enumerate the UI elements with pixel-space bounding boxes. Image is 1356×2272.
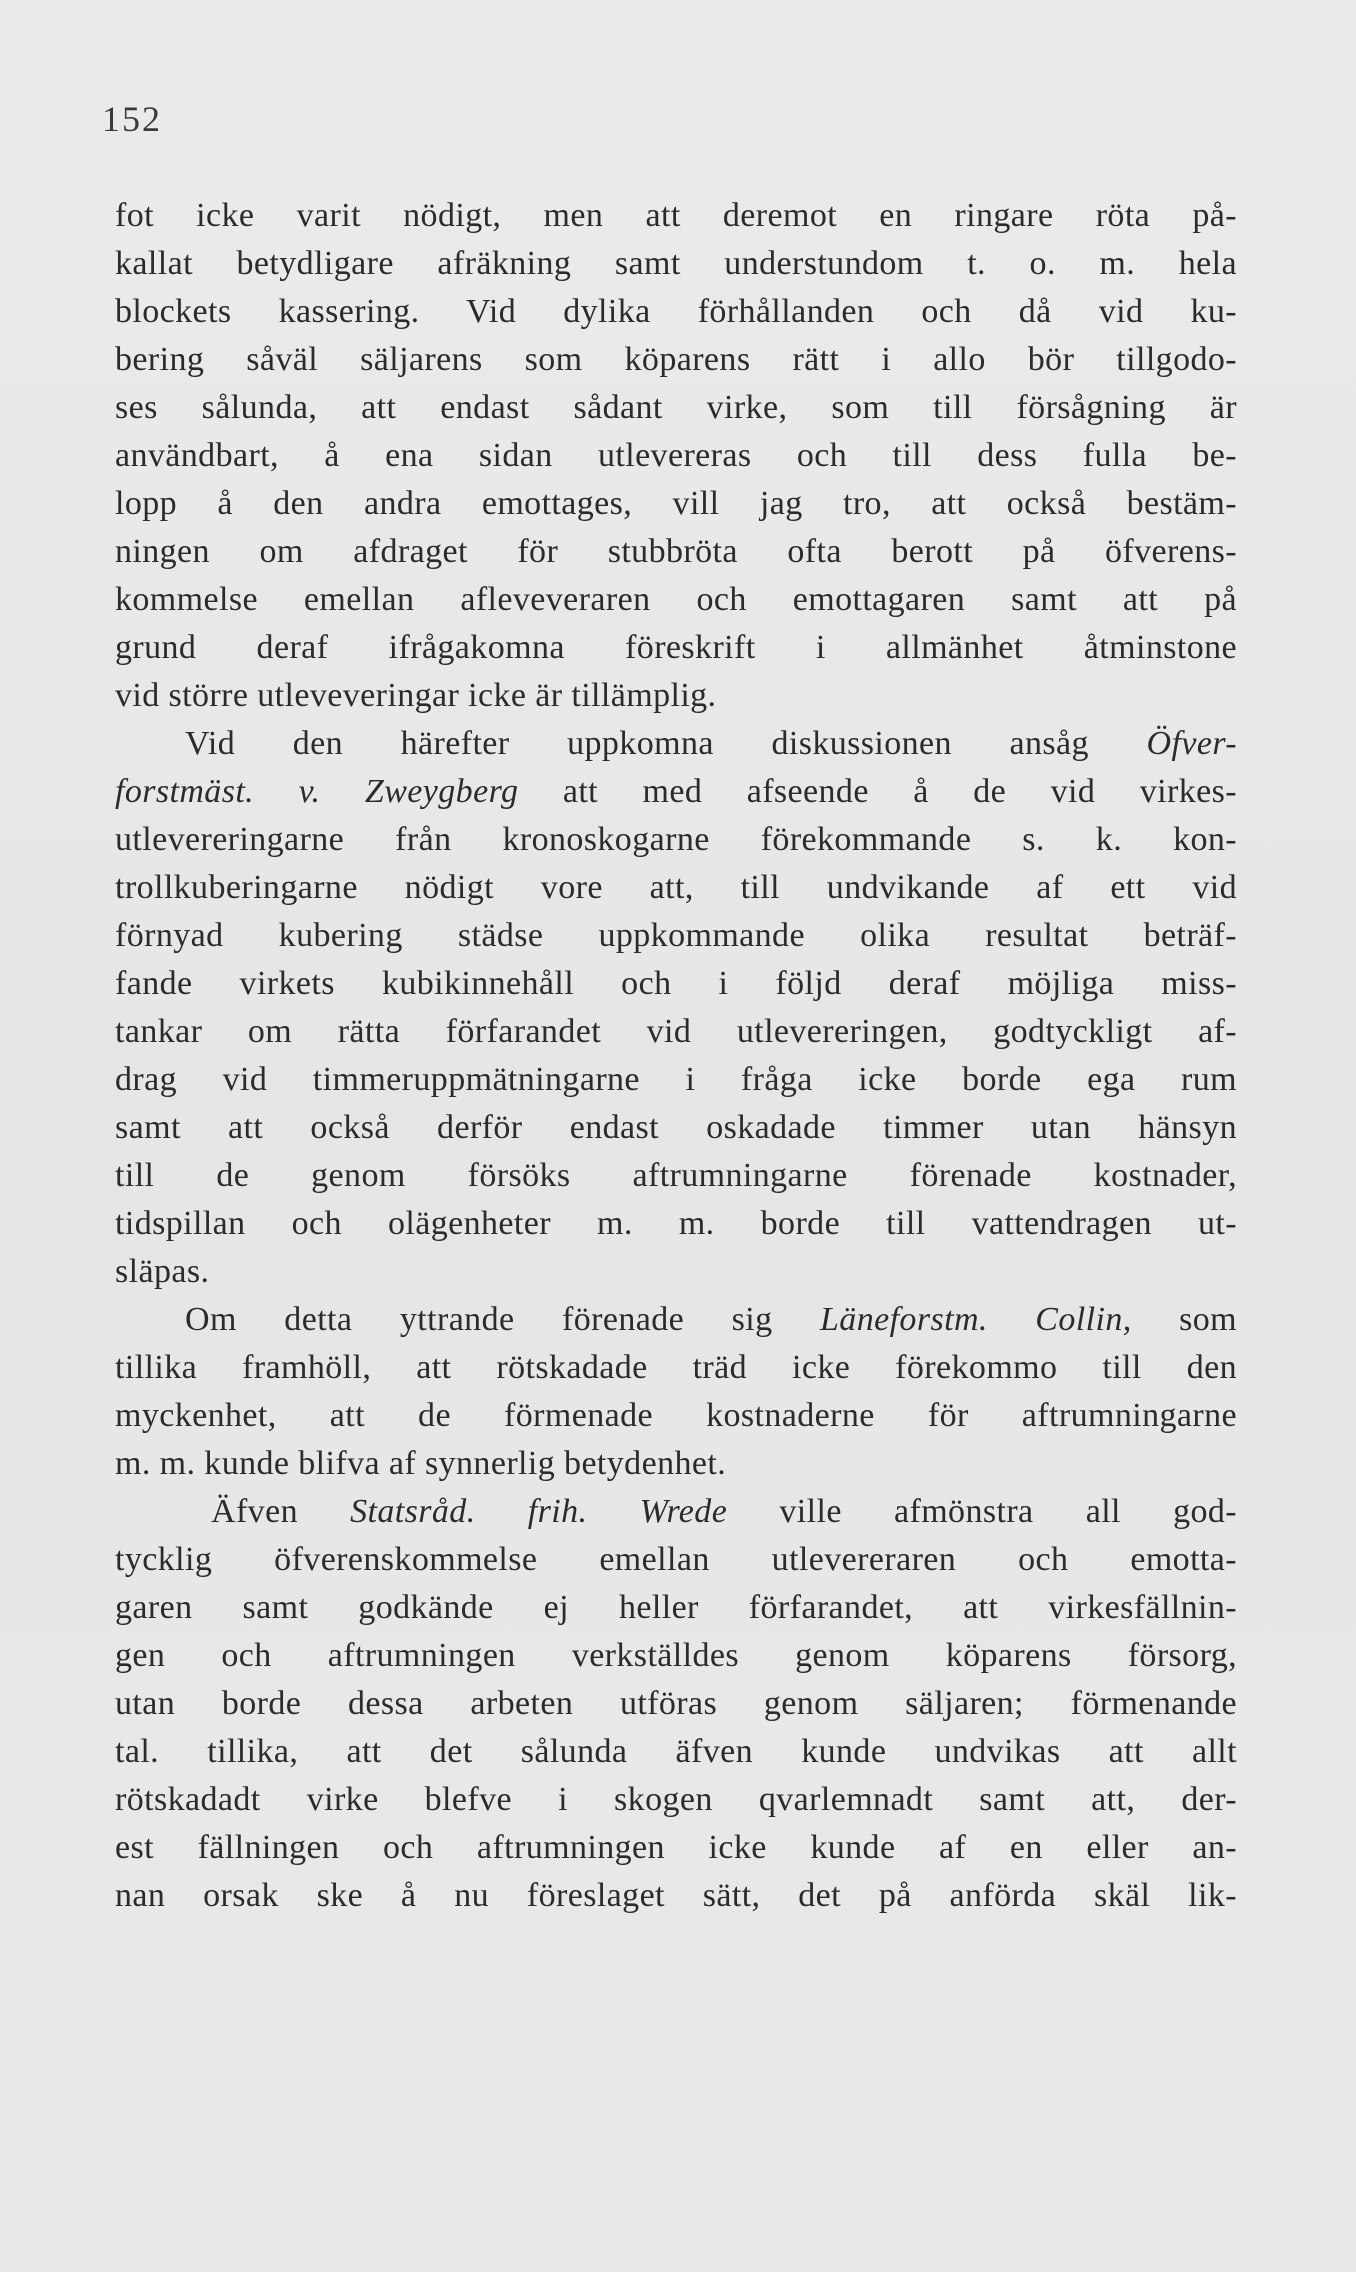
text-segment: som: [1131, 1301, 1238, 1338]
text-segment: kallat betydligare afräkning samt understundom t. o. m. hela: [115, 245, 1237, 282]
text-line: [115, 912, 1237, 960]
text-line: [115, 432, 1237, 480]
italic-name: Statsråd. frih. Wrede: [350, 1493, 728, 1530]
text-segment: tal. tillika, att det sålunda äfven kunde undvikas att allt: [115, 1733, 1237, 1770]
text-line: [115, 1680, 1237, 1728]
text-segment: tycklig öfverenskommelse emellan utlevereraren och emotta-: [115, 1541, 1237, 1578]
text-line: [115, 816, 1237, 864]
text-segment: utlevereringarne från kronoskogarne förekommande s. k. kon-: [115, 821, 1237, 858]
text-line: [115, 1536, 1237, 1584]
text-segment: tillika framhöll, att rötskadade träd icke förekommo till den: [115, 1349, 1237, 1386]
text-segment: tankar om rätta förfarandet vid utlevereringen, godtyckligt af-: [115, 1013, 1237, 1050]
text-line: [115, 1248, 1237, 1296]
text-segment: vid större utleveveringar icke är tillämplig.: [115, 677, 717, 714]
text-line: [115, 1776, 1237, 1824]
text-segment: Äfven: [211, 1493, 351, 1530]
text-segment: bering såväl säljarens som köparens rätt i allo bör tillgodo-: [115, 341, 1237, 378]
text-line: [115, 960, 1237, 1008]
text-segment: m. m. kunde blifva af synnerlig betydenhet.: [115, 1445, 727, 1482]
text-line: [115, 192, 1237, 240]
text-segment: blockets kassering. Vid dylika förhållanden och då vid ku-: [115, 293, 1237, 330]
text-line: [115, 528, 1237, 576]
text-line: [115, 1056, 1237, 1104]
text-line: [115, 624, 1237, 672]
text-line: [115, 576, 1237, 624]
text-line: [115, 1200, 1237, 1248]
body-text: [115, 192, 1237, 1920]
text-segment: användbart, å ena sidan utlevereras och till dess fulla be-: [115, 437, 1237, 474]
text-line: [115, 864, 1237, 912]
text-line: [115, 1728, 1237, 1776]
text-line: [115, 1152, 1237, 1200]
text-segment: ses sålunda, att endast sådant virke, som till försågning är: [115, 389, 1237, 426]
text-line: [115, 288, 1237, 336]
text-segment: myckenhet, att de förmenade kostnaderne för aftrumningarne: [115, 1397, 1237, 1434]
text-segment: fot icke varit nödigt, men att deremot en ringare röta på-: [115, 197, 1237, 234]
text-segment: släpas.: [115, 1253, 210, 1290]
text-segment: ningen om afdraget för stubbröta ofta berott på öfverens-: [115, 533, 1237, 570]
text-segment: grund deraf ifrågakomna föreskrift i allmänhet åtminstone: [115, 629, 1237, 666]
text-segment: till de genom försöks aftrumningarne förenade kostnader,: [115, 1157, 1237, 1194]
text-segment: kommelse emellan afleveveraren och emottagaren samt att på: [115, 581, 1237, 618]
text-line: [115, 480, 1237, 528]
text-line: [115, 384, 1237, 432]
text-line: [115, 1584, 1237, 1632]
text-line: [115, 1392, 1237, 1440]
text-segment: tidspillan och olägenheter m. m. borde till vattendragen ut-: [115, 1205, 1237, 1242]
text-line: [115, 240, 1237, 288]
text-line: [115, 1104, 1237, 1152]
text-segment: garen samt godkände ej heller förfarandet, att virkesfällnin-: [115, 1589, 1237, 1626]
text-line: [115, 1296, 1237, 1344]
text-segment: est fällningen och aftrumningen icke kunde af en eller an-: [115, 1829, 1237, 1866]
text-segment: fande virkets kubikinnehåll och i följd deraf möjliga miss-: [115, 965, 1237, 1002]
text-segment: rötskadadt virke blefve i skogen qvarlemnadt samt att, der-: [115, 1781, 1237, 1818]
text-segment: lopp å den andra emottages, vill jag tro, att också bestäm-: [115, 485, 1237, 522]
text-line: [115, 336, 1237, 384]
text-line: [115, 1824, 1237, 1872]
text-segment: nan orsak ske å nu föreslaget sätt, det på anförda skäl lik-: [115, 1877, 1237, 1914]
text-line: [115, 720, 1237, 768]
text-segment: gen och aftrumningen verkställdes genom köparens försorg,: [115, 1637, 1237, 1674]
text-line: [115, 1488, 1237, 1536]
italic-name: Läneforstm. Collin,: [819, 1301, 1132, 1338]
text-line: [115, 1872, 1237, 1920]
text-segment: trollkuberingarne nödigt vore att, till undvikande af ett vid: [115, 869, 1237, 906]
text-line: [115, 1440, 1237, 1488]
page-number: 152: [102, 99, 162, 139]
text-segment: att med afseende å de vid virkes-: [518, 773, 1237, 810]
text-segment: samt att också derför endast oskadade timmer utan hänsyn: [115, 1109, 1237, 1146]
text-line: [115, 1344, 1237, 1392]
text-segment: förnyad kubering städse uppkommande olika resultat beträf-: [115, 917, 1237, 954]
text-line: [115, 768, 1237, 816]
italic-name: Öfver-: [1146, 725, 1237, 762]
text-segment: Om detta yttrande förenade sig: [185, 1301, 820, 1338]
italic-name: forstmäst. v. Zweygberg: [115, 773, 519, 810]
text-segment: Vid den härefter uppkomna diskussionen ansåg: [185, 725, 1147, 762]
text-line: [115, 672, 1237, 720]
text-segment: utan borde dessa arbeten utföras genom säljaren; förmenande: [115, 1685, 1237, 1722]
text-segment: ville afmönstra all god-: [727, 1493, 1238, 1530]
text-line: [115, 1632, 1237, 1680]
text-segment: drag vid timmeruppmätningarne i fråga icke borde ega rum: [115, 1061, 1237, 1098]
text-line: [115, 1008, 1237, 1056]
